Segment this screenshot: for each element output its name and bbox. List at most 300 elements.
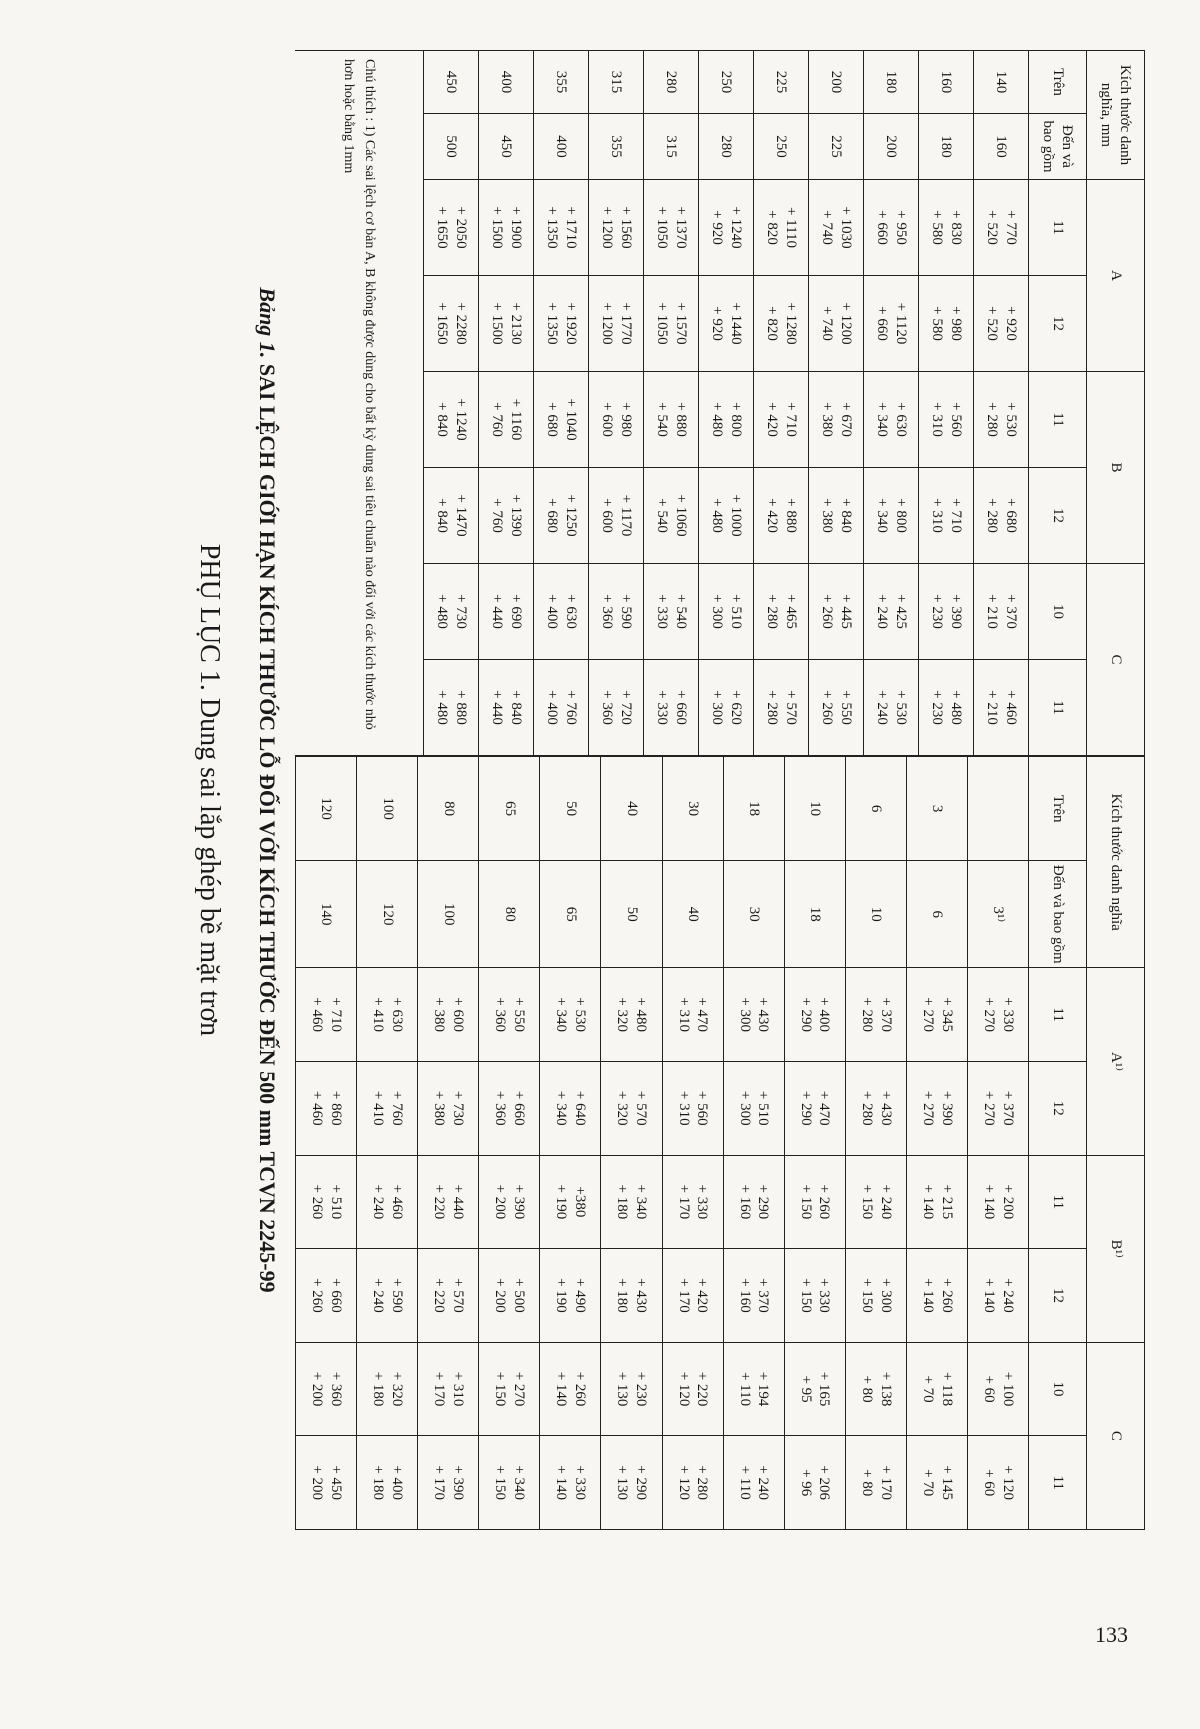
lower-deviation: + 520 [984,210,1000,245]
lower-deviation: + 340 [553,1090,570,1126]
deviation-cell [864,372,919,468]
deviation-cell [418,1249,479,1343]
deviation-cell [479,1436,540,1530]
upper-deviation: + 370 [877,997,894,1033]
size-upto-cell: 120 [357,861,418,968]
lower-deviation: + 290 [797,1090,814,1126]
grade-header: 10 [1029,1342,1087,1436]
group-header-c: C [1087,1342,1145,1529]
deviation-cell [754,276,809,372]
table-row [601,757,662,1530]
lower-deviation: + 280 [858,1090,875,1126]
deviation-cell [864,468,919,564]
deviation-cell [540,1342,601,1436]
upper-deviation: + 1110 [782,206,799,249]
lower-deviation: + 420 [764,402,780,437]
upper-deviation: + 980 [947,306,964,341]
lower-deviation: + 270 [919,997,936,1033]
lower-deviation: + 280 [764,690,780,725]
lower-deviation: + 160 [736,1184,753,1220]
deviation-cell [784,1436,845,1530]
deviation-cell [754,564,809,660]
deviation-cell [906,1155,967,1249]
size-upto-cell: 280 [699,114,754,180]
lower-deviation: + 400 [544,594,560,629]
lower-deviation: + 320 [614,997,631,1033]
grade-header: 11 [1029,1436,1087,1530]
lower-deviation: + 400 [544,690,560,725]
upper-deviation: + 1160 [507,398,524,441]
upper-deviation: + 400 [388,1465,405,1501]
lower-deviation: + 1650 [434,302,450,345]
size-upto-cell: 3¹⁾ [967,861,1028,968]
lower-deviation: + 460 [309,997,326,1033]
deviation-cell [357,1249,418,1343]
grade-header: 12 [1029,468,1087,564]
deviation-cell [479,1249,540,1343]
upper-deviation: + 710 [327,997,344,1033]
upper-deviation: + 630 [892,402,909,437]
upper-deviation: + 200 [999,1184,1016,1220]
lower-deviation: + 70 [919,1375,936,1403]
lower-deviation: + 170 [431,1371,448,1407]
upper-deviation: + 1060 [672,494,689,537]
lower-deviation: + 300 [736,997,753,1033]
upper-deviation: + 950 [892,210,909,245]
lower-deviation: + 840 [434,402,450,437]
upper-deviation: + 640 [572,1090,589,1126]
deviation-cell [601,1342,662,1436]
upper-deviation: + 540 [672,594,689,629]
lower-deviation: + 150 [492,1465,509,1501]
deviation-cell [974,276,1029,372]
lower-deviation: + 760 [489,402,505,437]
upper-deviation: + 630 [388,997,405,1033]
deviation-cell [534,276,589,372]
upper-deviation: + 330 [816,1278,833,1313]
upper-deviation: + 710 [782,402,799,437]
lower-deviation: + 1500 [489,302,505,345]
lower-deviation: + 1200 [599,302,615,345]
lower-deviation: + 380 [819,402,835,437]
deviation-cell [754,180,809,276]
table-row [723,757,784,1530]
upper-deviation: + 390 [938,1090,955,1126]
upper-deviation: + 260 [938,1278,955,1313]
deviation-cell [845,968,906,1062]
deviation-cell [479,180,534,276]
lower-deviation: + 180 [614,1184,631,1220]
deviation-cell [540,1249,601,1343]
lower-deviation: + 300 [736,1090,753,1126]
size-above-cell: 250 [699,51,754,114]
deviation-cell [357,968,418,1062]
deviation-cell [418,1061,479,1155]
lower-deviation: + 280 [984,498,1000,533]
lower-deviation: + 760 [489,498,505,533]
size-upto-cell: 400 [534,114,589,180]
upper-deviation: + 880 [452,690,469,725]
upper-deviation: + 1900 [507,206,524,249]
deviation-cell [784,1155,845,1249]
deviation-cell [754,468,809,564]
deviation-cell [479,468,534,564]
deviation-cell [296,1061,357,1155]
upper-deviation: + 425 [892,594,909,629]
deviation-cell [845,1342,906,1436]
lower-deviation: + 270 [980,997,997,1033]
deviation-cell [784,1061,845,1155]
deviation-cell [662,1436,723,1530]
upper-deviation: + 194 [755,1371,772,1407]
upper-deviation: + 860 [327,1090,344,1126]
group-header-a: A [1087,180,1145,372]
grade-header: 10 [1029,564,1087,660]
table-row [864,51,919,756]
rotated-page-content [85,50,1145,1530]
size-above-cell: 120 [296,757,357,861]
upper-deviation: + 560 [947,402,964,437]
table-row [479,51,534,756]
lower-deviation: + 360 [492,997,509,1033]
grade-header: 11 [1029,180,1087,276]
upper-deviation: + 320 [388,1371,405,1407]
deviation-cell [723,1436,784,1530]
lower-deviation: + 520 [984,306,1000,341]
deviation-cell [699,372,754,468]
upper-deviation: + 1030 [837,206,854,249]
footnote: Chú thích : 1) Các sai lệch cơ bản A, B không được dùng cho bất kỳ dung sai tiêu chuẩn nào đối với các kích thước nhỏ hơn hoặc bằng 1mm [295,51,424,756]
lower-deviation: + 240 [370,1184,387,1220]
size-upto-cell: 250 [754,114,809,180]
upper-deviation: + 670 [837,402,854,437]
size-upto-cell: 6 [906,861,967,968]
lower-deviation: + 340 [874,498,890,533]
upper-deviation: + 2050 [452,206,469,249]
deviation-cell [699,564,754,660]
upper-deviation: + 710 [947,498,964,533]
deviation-cell [919,468,974,564]
table-row [589,51,644,756]
upper-deviation: + 430 [877,1090,894,1126]
lower-deviation: + 240 [874,594,890,629]
size-upto-cell: 30 [723,861,784,968]
lower-deviation: + 180 [370,1465,387,1501]
deviation-cell [644,276,699,372]
lower-deviation: + 540 [654,498,670,533]
deviation-cell [662,1155,723,1249]
group-header-b: B¹⁾ [1087,1155,1145,1342]
deviation-cell [296,1155,357,1249]
lower-deviation: + 150 [797,1184,814,1220]
lower-deviation: + 60 [980,1375,997,1403]
deviation-cell [974,180,1029,276]
upper-deviation: + 370 [999,1090,1016,1126]
upper-deviation: + 2280 [452,302,469,345]
table-row [974,51,1029,756]
upto-header: Đến và bao gồm [1029,861,1087,968]
upper-deviation: + 460 [1002,690,1019,725]
upper-deviation: + 550 [837,690,854,725]
lower-deviation: + 170 [675,1278,692,1313]
upper-deviation: + 118 [938,1371,955,1407]
lower-deviation: + 260 [819,594,835,629]
lower-deviation: + 110 [736,1465,753,1500]
deviation-cell [479,968,540,1062]
deviation-cell [864,564,919,660]
deviation-cell [540,1061,601,1155]
upper-deviation: + 660 [672,690,689,725]
upper-deviation: + 510 [327,1184,344,1220]
deviation-cell [809,564,864,660]
grade-header: 11 [1029,372,1087,468]
size-above-cell: 18 [723,757,784,861]
deviation-cell [809,276,864,372]
upper-deviation: + 480 [633,997,650,1033]
deviation-cell [424,276,479,372]
size-above-cell: 140 [974,51,1029,114]
lower-deviation: + 600 [599,498,615,533]
size-upto-cell: 315 [644,114,699,180]
group-header-c: C [1087,564,1145,756]
lower-deviation: + 180 [370,1371,387,1407]
lower-deviation: + 310 [929,402,945,437]
lower-deviation: + 580 [929,306,945,341]
deviation-cell [784,1342,845,1436]
deviation-cell [906,1249,967,1343]
upper-deviation: + 1240 [452,398,469,441]
lower-deviation: + 740 [819,306,835,341]
deviation-cell [534,372,589,468]
upper-deviation: + 470 [816,1090,833,1126]
deviation-cell [601,1061,662,1155]
upper-deviation: + 330 [572,1465,589,1501]
upper-deviation: + 1170 [617,494,634,537]
lower-deviation: + 360 [599,594,615,629]
deviation-cell [479,1061,540,1155]
deviation-cell [754,372,809,468]
deviation-cell [601,968,662,1062]
footnote-row [295,51,424,756]
lower-deviation: + 1650 [434,206,450,249]
upper-deviation: + 1440 [727,302,744,345]
table-row [540,757,601,1530]
deviation-cell [699,660,754,756]
lower-deviation: + 820 [764,210,780,245]
upper-deviation: + 1250 [562,494,579,537]
deviation-cell [357,1436,418,1530]
deviation-cell [967,1249,1028,1343]
deviation-cell [296,1436,357,1530]
upper-deviation: + 360 [327,1371,344,1407]
lower-deviation: + 480 [434,594,450,629]
deviation-cell [845,1061,906,1155]
deviation-cell [967,1436,1028,1530]
upper-deviation: + 330 [694,1184,711,1220]
lower-deviation: + 190 [553,1278,570,1313]
upper-deviation: + 980 [617,402,634,437]
deviation-cell [644,372,699,468]
lower-deviation: + 240 [370,1278,387,1313]
upper-deviation: + 206 [816,1465,833,1501]
upper-deviation: + 290 [633,1465,650,1501]
upper-deviation: + 760 [388,1090,405,1126]
deviation-cell [418,1155,479,1249]
upper-deviation: + 1470 [452,494,469,537]
table-row [662,757,723,1530]
grade-header: 12 [1029,276,1087,372]
lower-deviation: + 1200 [599,206,615,249]
deviation-cell [864,180,919,276]
deviation-cell [906,1061,967,1155]
lower-deviation: + 130 [614,1465,631,1501]
upper-deviation: + 920 [1002,306,1019,341]
upper-deviation: + 330 [999,997,1016,1033]
deviation-cell [967,1342,1028,1436]
upper-deviation: + 510 [727,594,744,629]
table-row [357,757,418,1530]
size-upto-cell: 160 [974,114,1029,180]
lower-deviation: + 480 [434,690,450,725]
deviation-cell [601,1436,662,1530]
deviation-cell [974,564,1029,660]
upper-deviation: + 270 [511,1371,528,1407]
size-above-cell: 200 [809,51,864,114]
size-upto-cell: 50 [601,861,662,968]
upper-deviation: + 880 [782,498,799,533]
lower-deviation: + 140 [553,1371,570,1407]
deviation-cell [534,564,589,660]
table-row [644,51,699,756]
deviation-cell [754,660,809,756]
upper-deviation: + 120 [999,1465,1016,1501]
deviation-cell [589,276,644,372]
lower-deviation: + 150 [858,1184,875,1220]
upper-deviation: + 800 [892,498,909,533]
lower-deviation: + 480 [709,402,725,437]
grade-header: 12 [1029,1061,1087,1155]
upper-deviation: + 1570 [672,302,689,345]
deviation-cell [784,1249,845,1343]
table-row [919,51,974,756]
lower-deviation: + 170 [431,1465,448,1501]
upper-deviation: + 1200 [837,302,854,345]
size-above-cell: 65 [479,757,540,861]
upper-deviation: + 560 [694,1090,711,1126]
lower-deviation: + 70 [919,1469,936,1497]
size-above-cell: 10 [784,757,845,861]
deviation-cell [418,968,479,1062]
lower-deviation: + 660 [874,306,890,341]
deviation-cell [540,1436,601,1530]
deviation-cell [424,180,479,276]
lower-deviation: + 150 [797,1278,814,1313]
lower-deviation: + 190 [553,1184,570,1220]
upper-deviation: + 390 [947,594,964,629]
lower-deviation: + 1050 [654,206,670,249]
lower-deviation: + 150 [858,1278,875,1313]
upper-deviation: + 220 [694,1371,711,1407]
deviation-cell [589,660,644,756]
lower-deviation: + 290 [797,997,814,1033]
upper-deviation: + 1770 [617,302,634,345]
lower-deviation: + 480 [709,498,725,533]
deviation-cell [974,468,1029,564]
lower-deviation: + 220 [431,1184,448,1220]
lower-deviation: + 580 [929,210,945,245]
lower-deviation: + 150 [492,1371,509,1407]
deviation-cell [424,468,479,564]
deviation-cell [809,468,864,564]
upper-deviation: + 760 [562,690,579,725]
deviation-cell [662,1061,723,1155]
upper-deviation: + 800 [727,402,744,437]
size-upto-cell: 18 [784,861,845,968]
size-above-cell: 450 [424,51,479,114]
deviation-cell [296,1342,357,1436]
size-upto-cell: 200 [864,114,919,180]
size-upto-cell: 65 [540,861,601,968]
upper-deviation: + 630 [562,594,579,629]
lower-deviation: + 80 [858,1469,875,1497]
upper-deviation: + 240 [999,1278,1016,1313]
deviation-cell [906,1436,967,1530]
upper-deviation: + 430 [633,1278,650,1313]
lower-deviation: + 420 [764,498,780,533]
lower-deviation: + 310 [675,1090,692,1126]
deviation-cell [967,1155,1028,1249]
grade-header: 12 [1029,1249,1087,1343]
deviation-cell [534,180,589,276]
deviation-cell [424,372,479,468]
size-above-cell: 6 [845,757,906,861]
lower-deviation: + 210 [984,690,1000,725]
upper-deviation: + 215 [938,1184,955,1220]
upper-deviation: + 1370 [672,206,689,249]
lower-deviation: + 200 [309,1465,326,1501]
upper-deviation: + 680 [1002,498,1019,533]
size-above-cell [967,757,1028,861]
upper-deviation: + 840 [507,690,524,725]
upper-deviation: + 345 [938,997,955,1033]
lower-deviation: + 820 [764,306,780,341]
upper-deviation: + 690 [507,594,524,629]
deviation-cell [662,1342,723,1436]
upper-deviation: + 240 [755,1465,772,1501]
lower-deviation: + 96 [797,1469,814,1497]
upper-deviation: + 530 [1002,402,1019,437]
lower-deviation: + 280 [858,997,875,1033]
deviation-cell [662,1249,723,1343]
upper-deviation: + 340 [511,1465,528,1501]
upper-deviation: + 390 [450,1465,467,1501]
upper-deviation: + 830 [947,210,964,245]
lower-deviation: + 680 [544,402,560,437]
upper-deviation: + 400 [816,997,833,1033]
deviation-cell [296,968,357,1062]
upper-deviation: + 530 [572,997,589,1033]
lower-deviation: + 130 [614,1371,631,1407]
size-upto-cell: 450 [479,114,534,180]
lower-deviation: + 60 [980,1469,997,1497]
lower-deviation: + 180 [614,1278,631,1313]
upper-deviation: + 1120 [892,302,909,345]
deviation-cell [644,660,699,756]
lower-deviation: + 410 [370,997,387,1033]
deviation-cell [723,1342,784,1436]
lower-deviation: + 110 [736,1371,753,1407]
table-row [784,757,845,1530]
